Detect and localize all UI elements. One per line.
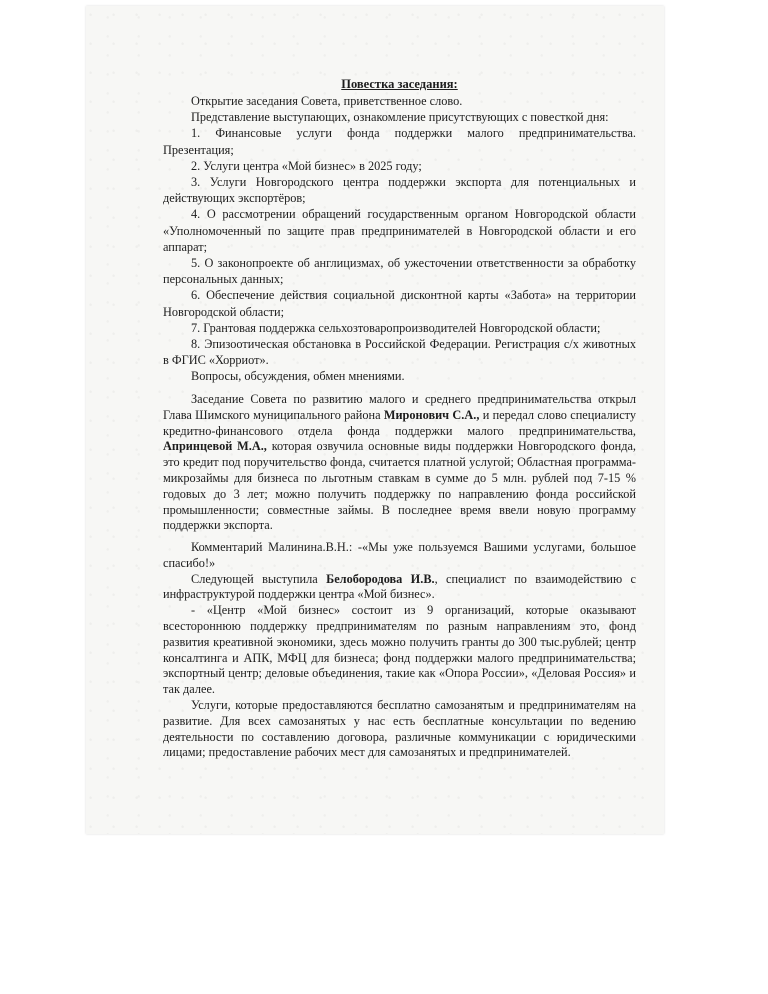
text-span: и передал слово специалисту кредитно-финансового отдела фонда поддержки малого предпринимательства, xyxy=(163,407,637,438)
agenda-opening: Открытие заседания Совета, приветственное слово. xyxy=(191,94,463,108)
body-paragraph-2 xyxy=(163,540,636,761)
services-paragraph: Услуги, которые предоставляются бесплатно самозанятым и предпринимателям на развитие. Для всех самозанятых у нас есть бесплатные консультации по ведению деятельности по составлению договора, различные коммуникации с юридическими лицами; предоставление рабочих мест для самозанятых и предпринимателей. xyxy=(163,697,636,760)
speaker-name: Белобородова И.В. xyxy=(326,571,435,586)
speaker-name: Апринцевой М.А., xyxy=(163,439,267,454)
agenda-item: 7. Грантовая поддержка сельхозтоваропроизводителей Новгородской области; xyxy=(191,320,601,335)
comment-paragraph: Комментарий Малинина.В.Н.: -«Мы уже пользуемся Вашими услугами, большое спасибо!» xyxy=(163,540,636,570)
agenda-title: Повестка заседания: xyxy=(341,77,458,91)
text-span: которая озвучила основные виды поддержки Новгородского фонда, это кредит под поручительство фонда, считается платной услугой; Областная программа- микрозаймы для бизнеса по льготным ставкам в сумме до 5 млн. рублей под 7-15 % годовых до 3 лет; можно получить поддержку по направлению фонда российской промышленности; совместные займы. В последнее время ввели новую программу поддержки экспорта. xyxy=(163,439,637,533)
agenda-closing: Вопросы, обсуждения, обмен мнениями. xyxy=(191,369,405,384)
opening-speech-paragraph xyxy=(163,392,636,534)
agenda-intro: Представление выступающих, ознакомление присутствующих с повесткой дня: xyxy=(191,110,609,125)
speaker-name: Миронович С.А., xyxy=(383,407,480,422)
text-span: Заседание Совета по развитию малого и среднего предпринимательства открыл Глава Шимского муниципального района xyxy=(163,392,636,422)
agenda-item: 3. Услуги Новгородского центра поддержки экспорта для потенциальных и действующих экспортёров; xyxy=(163,175,636,206)
agenda-item: 2. Услуги центра «Мой бизнес» в 2025 году; xyxy=(191,158,422,173)
agenda-item: 8. Эпизоотическая обстановка в Российской Федерации. Регистрация с/х животных в ФГИС «Хорриот». xyxy=(163,337,636,368)
text-span: , специалист по взаимодействию с инфраструктурой поддержки центра «Мой бизнес». xyxy=(163,571,637,602)
body-paragraph-1 xyxy=(163,392,636,534)
agenda-item: 1. Финансовые услуги фонда поддержки малого предпринимательства. Презентация; xyxy=(163,126,636,157)
agenda-block xyxy=(163,93,636,385)
center-description-paragraph: - «Центр «Мой бизнес» состоит из 9 организаций, которые оказывают всестороннюю поддержку предпринимателям по разным направлениям это, фонд развития креативной экономики, здесь можно получить гранты до 300 тыс.рублей; центр консалтинга и АПК, МФЦ для бизнеса; фонд поддержки малого предпринимательства; экспортный центр; деловые объединения, такие как «Опора России», «Деловая Россия» и так далее. xyxy=(163,603,636,697)
agenda-item: 5. О законопроекте об англицизмах, об ужесточении ответственности за обработку персональных данных; xyxy=(163,256,636,287)
text-span: Следующей выступила xyxy=(191,571,327,586)
agenda-item: 6. Обеспечение действия социальной дисконтной карты «Забота» на территории Новгородской области; xyxy=(163,288,636,319)
agenda-item: 4. О рассмотрении обращений государственным органом Новгородской области «Уполномоченный по защите прав предпринимателей в Новгородской области и его аппарат; xyxy=(163,207,636,254)
speaker-intro-paragraph xyxy=(163,572,636,604)
